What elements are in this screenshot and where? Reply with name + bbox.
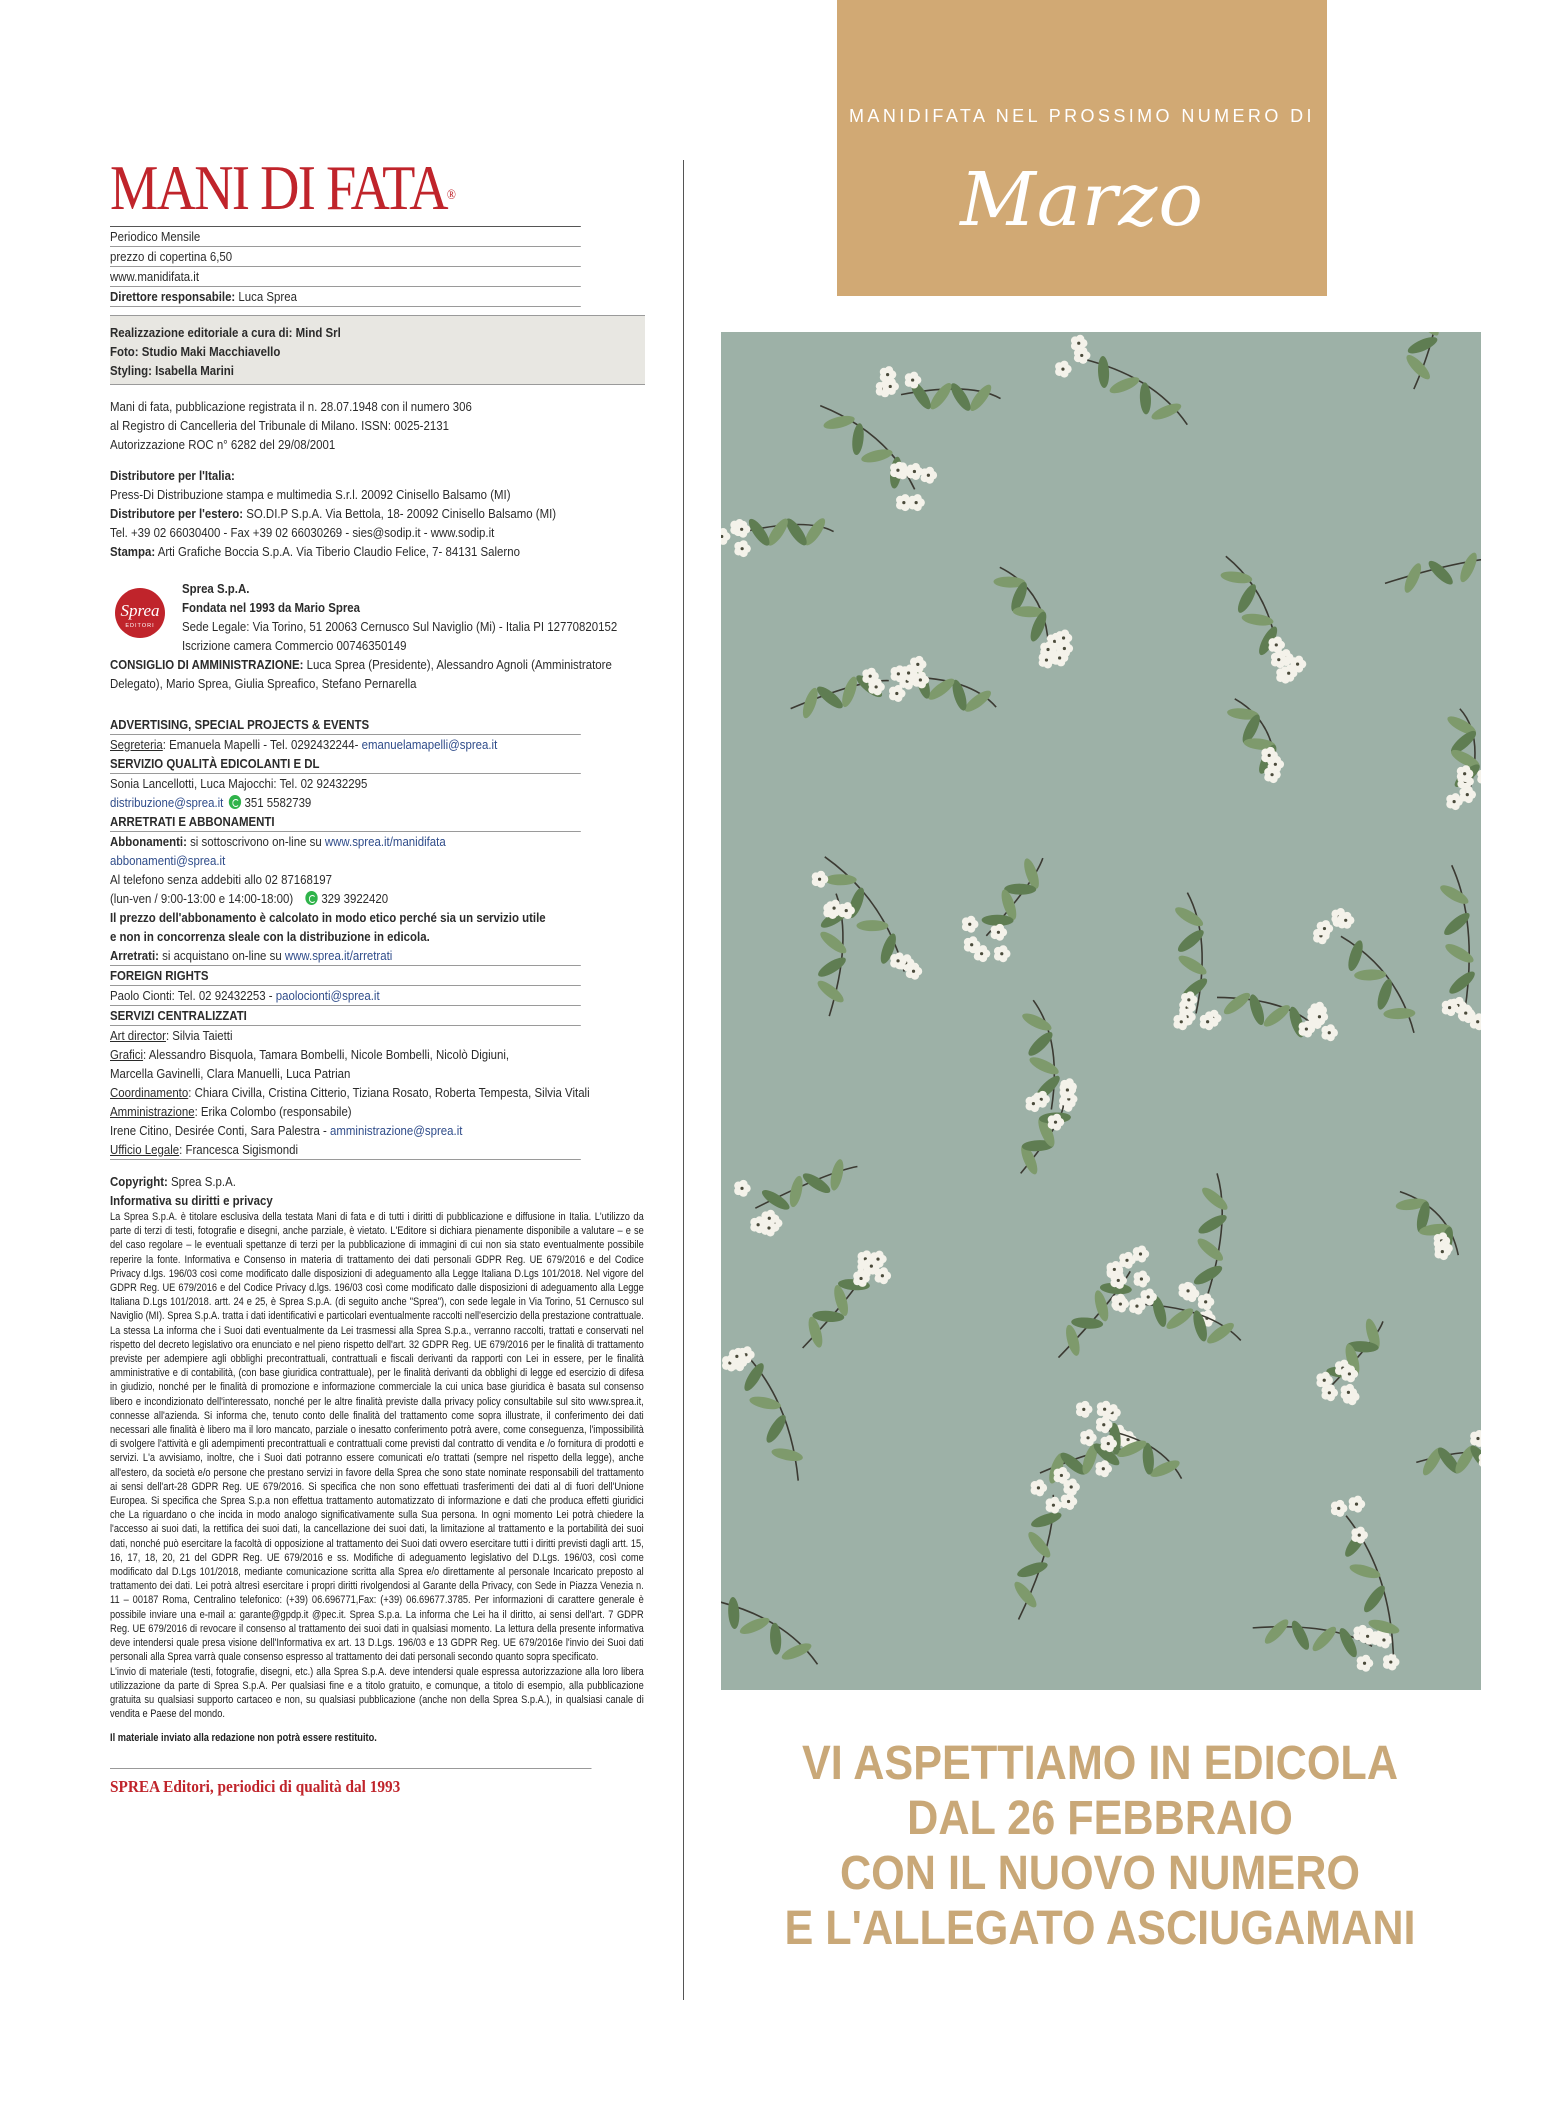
distribution-email-link[interactable]: distribuzione@sprea.it	[110, 795, 224, 810]
announcement-line: DAL 26 FEBBRAIO	[907, 1792, 1293, 1845]
graphics-line: Grafici: Alessandro Bisquola, Tamara Bombelli, Nicole Bombelli, Nicolò Digiuni,	[110, 1047, 510, 1062]
foreign-rights-title: FOREIGN RIGHTS	[110, 966, 581, 986]
registration-line: al Registro di Cancelleria del Tribunale di Milano. ISSN: 0025-2131	[110, 418, 449, 433]
subscriptions-phone: Al telefono senza addebiti allo 02 87168197	[110, 872, 332, 887]
subscriptions-email-link[interactable]: abbonamenti@sprea.it	[110, 853, 226, 868]
board-line: CONSIGLIO DI AMMINISTRAZIONE: Luca Sprea (Presidente), Alessandro Agnoli (Amministratore	[110, 657, 612, 672]
credit-styling: Styling: Isabella Marini	[110, 363, 234, 378]
distribution-contacts: Tel. +39 02 66030400 - Fax +39 02 66030269 - sies@sodip.it - www.sodip.it	[110, 525, 495, 540]
sprea-logo-icon	[110, 587, 170, 639]
announcement-line: CON IL NUOVO NUMERO	[839, 1847, 1361, 1900]
copyright-line: Copyright: Sprea S.p.A.	[110, 1174, 236, 1189]
credit-photo: Foto: Studio Maki Macchiavello	[110, 344, 281, 359]
copyright-block	[110, 1172, 645, 1746]
advertising-title: ADVERTISING, SPECIAL PROJECTS & EVENTS	[110, 715, 581, 735]
cover-price: prezzo di copertina 6,50	[110, 247, 581, 267]
publisher-registry: Iscrizione camera Commercio 00746350149	[182, 638, 407, 653]
back-issues-url-link[interactable]: www.sprea.it/arretrati	[284, 948, 393, 963]
privacy-title: Informativa su diritti e privacy	[110, 1193, 273, 1208]
next-issue-month: Marzo	[960, 157, 1204, 243]
subscriptions-note: e non in concorrenza sleale con la distribuzione in edicola.	[110, 929, 430, 944]
privacy-text: La Sprea S.p.A. è titolare esclusiva della testata Mani di fata e di tutti i diritti di pubblicazione e diffusione in Italia. L'utilizzo da parte di terzi di testi, fotografie e disegni, anche parziale, è vietato. L'Editore si dichiara pienamente disponibile a valutare – e se del caso regolare – le eventuali spettanze di terzi per la pubblicazione di immagini di cui non sia stato eventualmente possibile reperire la fonte. Informativa e Consenso in materia di trattamento dei dati personali GDPR Reg. UE 679/2016 e del Codice Privacy d.lgs. 196/03 così come modificato dalle disposizioni di adeguamento alla Legge Italiana D.Lgs 101/2018. Nel vigore del GDPR Reg. UE 679/2016 e del Codice Privacy d.lgs. 196/03 così come modificato dalle disposizioni di adeguamento alla Legge Italiana D.Lgs 101/2018. artt. 24 e 25, è Sprea S.p.A. (di seguito anche "Sprea"), con sede legale in Via Torino, 51 Cernusco sul Naviglio (MI). Sprea S.p.A. tratta i dati identificativi e particolari eventualmente raccolti nell'esercizio della prestazione contrattuale. La stessa La informa che i Suoi dati eventualmente da Lei trasmessi alla Sprea S.p.a., verranno raccolti, trattati e conservati nel rispetto del decreto legislativo ora enunciato e nel pieno rispetto dell'art. 32 GDPR Reg. UE 679/2016 per le finalità di trattamento previste per adempiere agli obblighi precontrattuali, contrattuali e fiscali derivanti da rapporti con Lei in essere, per le finalità amministrative e di contabilità, (con base giuridica contrattuale), per le finalità derivanti da obblighi di legge ed esercizio di difesa in giudizio, nonché per le finalità di promozione e informazione commerciale la cui unica base giuridica è basata sul consenso libero e incondizionato dell'interessato, nonché per le altre finalità previste dalla privacy policy consultabile sul sito www.sprea.it, connesse all'azienda. Si informa che, tenuto conto delle finalità del trattamento come sopra illustrate, il conferimento dei dati necessari alle finalità è libero ma il loro mancato, parziale o inesatto conferimento potrà avere, come conseguenza, l'impossibilità di svolgere l'attività e gli adempimenti precontrattuali e contrattuali come previsti dal contratto di vendita e /o fornitura di prodotti e servizi. L'a avvisiamo, inoltre, che i Suoi dati potranno essere comunicati e/o trattati (sempre nel rispetto della legge), anche all'estero, da società e/o persone che prestano servizi in favore della Sprea che sono state nominate responsabili del trattamento ai sensi dell'art-28 GDPR Reg. UE 679/2016. Si specifica che non sono effettuati trasferimenti dei dati al di fuori dell'Unione Europea. Si specifica che Sprea S.p.a non effettua trattamento automatizzato di informazione e dati che produca effetti giuridici che La riguardano o che incida in modo analogo significativamente sulla Sua persona. In ogni momento Lei potrà chiedere la l'accesso ai suoi dati, la rettifica dei suoi dati, la cancellazione dei suoi dati, la limitazione al trattamento e la portabilità dei suoi dati, nonché può esercitare la facoltà di opposizione al trattamento dei Suoi dati ovvero esercitare tutti i diritti previsti dagli artt. 15, 16, 17, 18, 20, 21 del GDPR Reg. UE 679/2016 e ss. Modifiche di adeguamento legislativo del D.Lgs. 196/03, così come modificato dal D.Lgs 101/2018, mediante comunicazione scritta alla Sprea e/o direttamente al personale Incaricato preposto al trattamento dei dati. Lei potrà altresì esercitare i propri diritti rivolgendosi al Garante della Privacy, con Sede in Piazza Venezia n. 11 – 00187 Roma, Centralino telefonico: (+39) 06.696771,Fax: (+39) 06.69677.3785. Per informazioni di carattere generale è possibile inviare una e-mail a: garante@gpdp.it @pec.it. Sprea S.p.a. La informa che Lei ha il diritto, ai sensi dell'art. 7 GDPR Reg. UE 679/2016 di revocare il consenso al trattamento dei suoi dati in qualsiasi momento. La lettura della presente informativa deve intendersi quale presa visione dell'Informativa ex art. 13 D.Lgs. 196/03 e 13 GDPR Reg. UE 679/2016e l'invio dei Suoi dati personali alla Sprea varrà quale consenso espresso al trattamento dei dati personali secondo quanto sopra specificato.	[110, 1211, 644, 1664]
quality-service-contacts: distribuzione@sprea.it 351 5582739	[110, 795, 312, 810]
secretary-email-link[interactable]: emanuelamapelli@sprea.it	[361, 737, 498, 752]
materials-text: L'invio di materiale (testi, fotografie, disegni, etc.) alla Sprea S.p.A. deve intendersi quale espressa autorizzazione alla loro libera utilizzazione da parte di Sprea S.p.A. Per qualsiasi fine e a titolo gratuito, e comunque, a titolo di esempio, alla pubblicazione gratuita su qualsiasi supporto cartaceo e non, su qualsiasi pubblicazione (anche non della Sprea S.p.A.), in qualsiasi canale di vendita e Paese del mondo.	[110, 1665, 644, 1721]
board-line-2: Delegato), Mario Sprea, Giulia Spreafico, Stefano Pernarella	[110, 676, 417, 691]
not-returned-note: Il materiale inviato alla redazione non potrà essere restituito.	[110, 1732, 377, 1745]
administration-line: Amministrazione: Erika Colombo (responsabile)	[110, 1104, 352, 1119]
website: www.manidifata.it	[110, 267, 581, 287]
credits-box	[110, 315, 645, 385]
subscriptions-note: Il prezzo dell'abbonamento è calcolato in modo etico perché sia un servizio utile	[110, 910, 546, 925]
magazine-logo: MANI DI FATA®	[110, 152, 455, 223]
periodicity: Periodico Mensile	[110, 226, 581, 247]
subscriptions-title: ARRETRATI E ABBONAMENTI	[110, 812, 581, 832]
foreign-rights-email-link[interactable]: paolocionti@sprea.it	[275, 988, 380, 1003]
publisher-block	[110, 579, 645, 655]
central-services-title: SERVIZI CENTRALIZZATI	[110, 1006, 581, 1026]
registration-line: Mani di fata, pubblicazione registrata il n. 28.07.1948 con il numero 306	[110, 399, 472, 414]
subscriptions-line: Abbonamenti: si sottoscrivono on-line su www.sprea.it/manidifata	[110, 834, 446, 849]
secretary-line: Segreteria: Emanuela Mapelli - Tel. 0292432244- emanuelamapelli@sprea.it	[110, 737, 498, 752]
administration-email-link[interactable]: amministrazione@sprea.it	[330, 1123, 463, 1138]
next-issue-label: MANIDIFATA NEL PROSSIMO NUMERO DI	[849, 106, 1315, 126]
back-issues-line: Arretrati: si acquistano on-line su www.sprea.it/arretrati	[110, 946, 581, 966]
quality-service-title: SERVIZIO QUALITÀ EDICOLANTI E DL	[110, 754, 581, 774]
whatsapp-icon	[229, 795, 241, 809]
foreign-rights-line: Paolo Cionti: Tel. 02 92432253 - paolocionti@sprea.it	[110, 986, 581, 1006]
advertising-block	[110, 715, 645, 1160]
announcement-line: VI ASPETTIAMO IN EDICOLA	[801, 1737, 1399, 1790]
art-director-line: Art director: Silvia Taietti	[110, 1028, 233, 1043]
floral-pattern-image	[721, 332, 1481, 1690]
distribution-italy-label: Distributore per l'Italia:	[110, 468, 235, 483]
column-divider	[683, 160, 684, 2000]
publisher-address: Sede Legale: Via Torino, 51 20063 Cernusco Sul Naviglio (Mi) - Italia PI 12770820152	[182, 619, 618, 634]
coordination-line: Coordinamento: Chiara Civilla, Cristina Citterio, Tiziana Rosato, Roberta Tempesta, Silvia Vitali	[110, 1085, 590, 1100]
subscriptions-hours: (lun-ven / 9:00-13:00 e 14:00-18:00) 329 3922420	[110, 891, 389, 906]
registration-block	[110, 397, 645, 454]
subscriptions-url-link[interactable]: www.sprea.it/manidifata	[324, 834, 446, 849]
quality-service-line: Sonia Lancellotti, Luca Majocchi: Tel. 02 92432295	[110, 776, 368, 791]
graphics-line-2: Marcella Gavinelli, Clara Manuelli, Luca Patrian	[110, 1066, 351, 1081]
announcement-line: E L'ALLEGATO ASCIUGAMANI	[784, 1902, 1416, 1955]
director-line: Direttore responsabile: Luca Sprea	[110, 287, 581, 307]
administration-line-2: Irene Citino, Desirée Conti, Sara Palestra - amministrazione@sprea.it	[110, 1123, 463, 1138]
publisher-founded: Fondata nel 1993 da Mario Sprea	[182, 600, 361, 615]
distribution-block	[110, 466, 645, 561]
publisher-footer: SPREA Editori, periodici di qualità dal 1993	[110, 1768, 592, 1797]
legal-office-line: Ufficio Legale: Francesca Sigismondi	[110, 1140, 581, 1160]
credit-editorial: Realizzazione editoriale a cura di: Mind Srl	[110, 325, 341, 340]
printer-line: Stampa: Arti Grafiche Boccia S.p.A. Via Tiberio Claudio Felice, 7- 84131 Salerno	[110, 544, 520, 559]
next-issue-box	[837, 0, 1327, 296]
svg-text:EDITORI: EDITORI	[125, 623, 155, 629]
floral-pattern-illustration	[721, 332, 1481, 1690]
newsstand-announcement	[690, 1736, 1510, 1956]
publisher-name: Sprea S.p.A.	[182, 581, 250, 596]
distribution-abroad: Distributore per l'estero: SO.DI.P S.p.A. Via Bettola, 18- 20092 Cinisello Balsamo (MI)	[110, 506, 557, 521]
registration-line: Autorizzazione ROC n° 6282 del 29/08/2001	[110, 437, 336, 452]
svg-text:Sprea: Sprea	[120, 601, 160, 620]
whatsapp-icon	[305, 891, 317, 905]
distribution-italy: Press-Di Distribuzione stampa e multimedia S.r.l. 20092 Cinisello Balsamo (MI)	[110, 487, 511, 502]
colophon	[110, 150, 645, 1797]
